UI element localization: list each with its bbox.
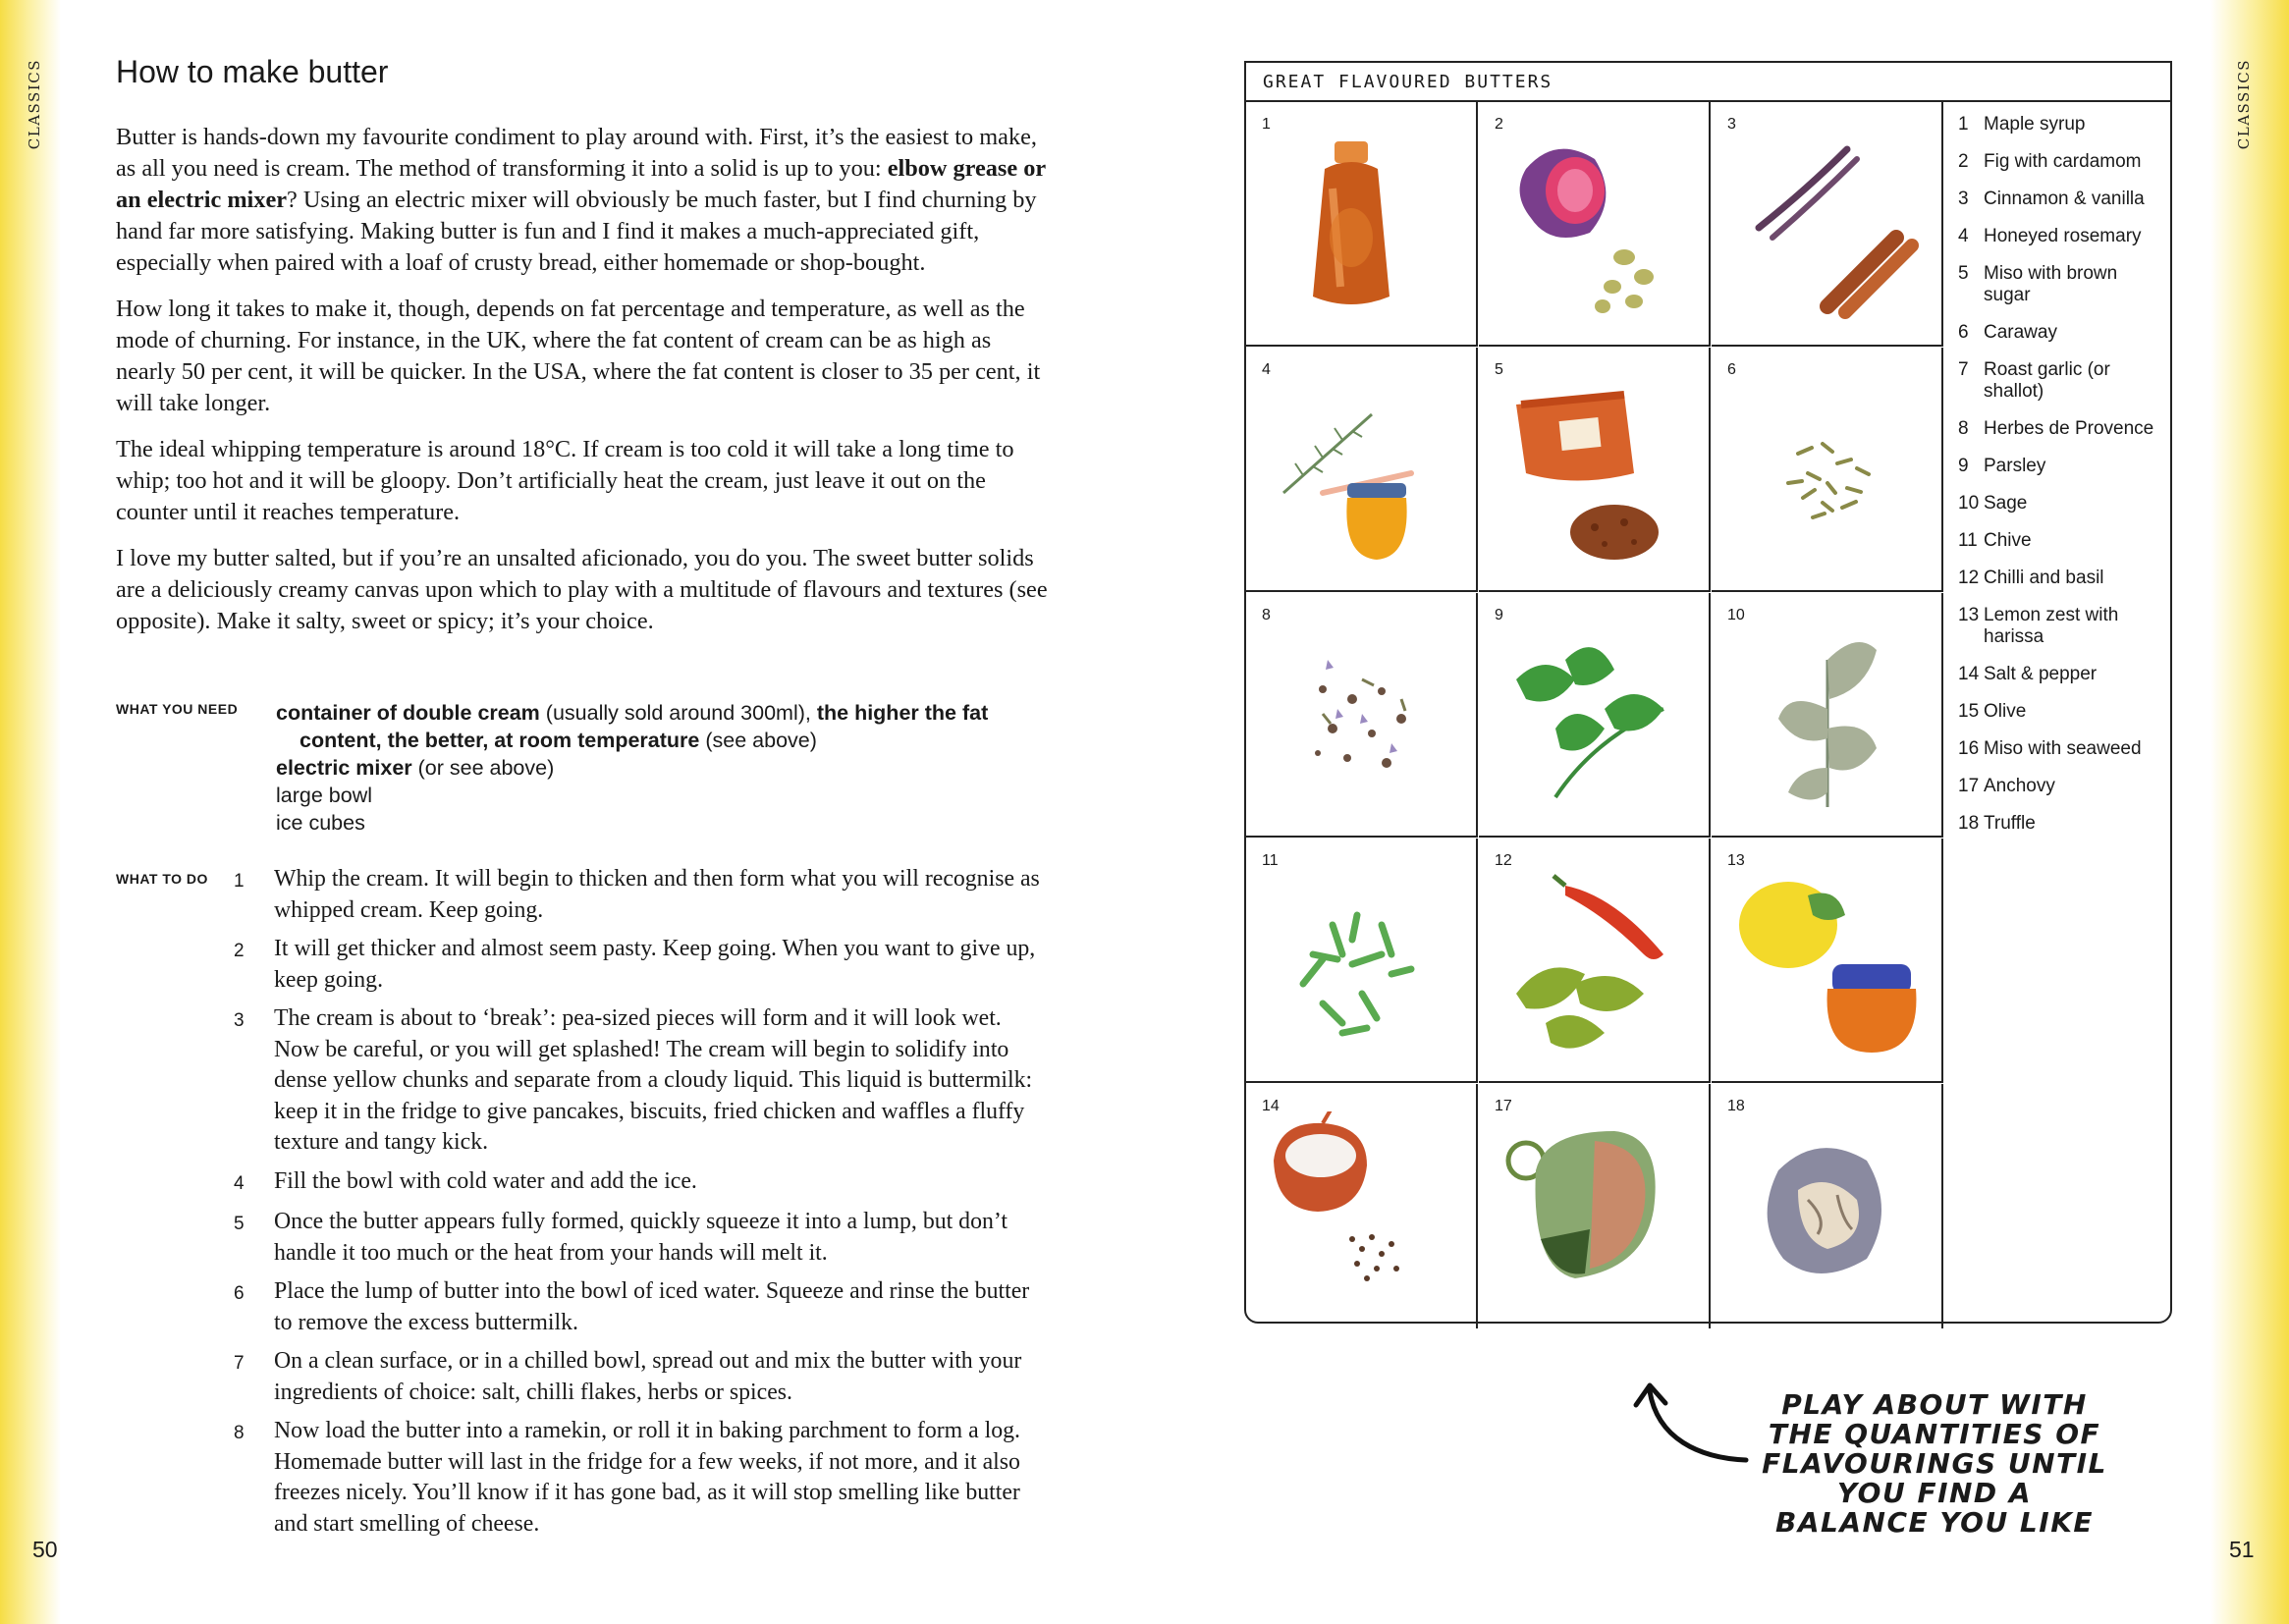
legend-number: 14 [1958,664,1980,684]
step-text: The cream is about to ‘break’: pea-sized pieces will form and it will look wet. Now be careful, or you will get splashed! The cream will begin to solidify into dense yellow chunks and separate from a cloudy liquid. This liquid is buttermilk: keep it in the fridge to give pancakes, biscuits, fried chicken and waffles a fluffy texture and tangy kick. [274,1005,1033,1155]
legend-label: Miso with brown sugar [1984,263,2118,305]
method-step [234,1003,1049,1159]
method-step [234,934,1049,996]
honey-rosemary-icon [1264,375,1460,571]
yellow-edge-right [2210,0,2289,1624]
fig-cardamom-icon [1497,130,1693,326]
method-step [234,1207,1049,1269]
cell-number: 1 [1262,116,1271,133]
herbes-de-provence-icon [1264,621,1460,817]
panel-heading: GREAT FLAVOURED BUTTERS [1246,63,2170,102]
step-number: 5 [234,1214,245,1234]
legend-number: 18 [1958,813,1980,834]
legend-label: Fig with cardamom [1984,151,2142,172]
illustration-cell [1246,839,1478,1083]
legend-number: 13 [1958,605,1980,625]
legend-label: Sage [1984,493,2028,514]
legend-label: Chilli and basil [1984,568,2104,588]
paragraph-3: The ideal whipping temperature is around 18°C. If cream is too cold it will take a long time to whip; too hot and it will be gloopy. Don’t artificially heat the cream, just leave it out on the counter until it reaches temperature. [116,436,1014,525]
cell-number: 17 [1495,1098,1512,1114]
method-step [234,864,1049,926]
legend-item [1958,568,2164,589]
miso-brown-sugar-icon [1497,375,1693,571]
legend-item [1958,226,2164,247]
step-text: Fill the bowl with cold water and add the ice. [274,1167,697,1194]
legend-item [1958,322,2164,344]
maple-syrup-bottle-icon [1264,130,1460,326]
legend-item [1958,263,2164,306]
what-to-do-label: WHAT TO DO [116,871,208,887]
legend-number: 6 [1958,322,1969,343]
method-step [234,1166,1049,1200]
legend-label: Roast garlic (or shallot) [1984,359,2110,402]
handwritten-note: PLAY ABOUT WITH THE QUANTITIES OF FLAVOURINGS UNTIL YOU FIND A BALANCE YOU LIKE [1762,1388,2107,1539]
illustration-cell [1479,102,1711,347]
illustration-cell [1479,593,1711,838]
cell-number: 18 [1727,1098,1745,1114]
legend-number: 10 [1958,493,1980,514]
legend-item [1958,664,2164,685]
step-text: Place the lump of butter into the bowl of iced water. Squeeze and rinse the butter to remove the excess buttermilk. [274,1278,1030,1335]
legend-number: 17 [1958,776,1980,796]
legend-number: 3 [1958,189,1969,209]
legend-item [1958,530,2164,552]
step-number: 3 [234,1010,245,1031]
chilli-basil-icon [1497,866,1693,1062]
cell-number: 6 [1727,361,1736,378]
step-text: Once the butter appears fully formed, quickly squeeze it into a lump, but don’t handle it too much or the heat from your hands will melt it. [274,1209,1008,1266]
intro-text [116,122,1049,652]
method-step [234,1416,1049,1540]
paragraph-2: How long it takes to make it, though, depends on fat percentage and temperature, as well as the mode of churning. For instance, in the UK, where the fat content of cream can be as high as nearly 50 per cent, it will be quicker. In the USA, where the fat content is closer to 35 per cent, it will take longer. [116,296,1041,416]
method-step [234,1346,1049,1408]
step-text: Now load the butter into a ramekin, or roll it in baking parchment to form a log. Homemade butter will last in the fridge for a few weeks, if not more, and it also freezes nicely. You’ll know if it has gone bad, as it will stop smelling like butter and start smelling of cheese. [274,1418,1020,1537]
legend-label: Honeyed rosemary [1984,226,2142,246]
ingredient-list [276,699,1062,837]
yellow-edge-left [0,0,61,1624]
curved-arrow-icon [1630,1370,1768,1478]
legend-label: Parsley [1984,456,2046,476]
illustration-cell [1246,593,1478,838]
legend-item [1958,493,2164,514]
illustration-cell [1712,593,1943,838]
legend-number: 4 [1958,226,1969,246]
page-number-right: 51 [2229,1537,2255,1562]
step-number: 1 [234,871,245,892]
ingredient-item: ice cubes [276,811,365,835]
flavour-legend [1958,114,2164,850]
illustration-cell [1246,348,1478,592]
cell-number: 10 [1727,607,1745,623]
legend-number: 7 [1958,359,1969,380]
legend-number: 9 [1958,456,1969,476]
page-title: How to make butter [116,54,389,89]
legend-number: 15 [1958,701,1980,722]
illustration-cell [1246,1084,1478,1328]
ingredient-item: large bowl [276,784,372,807]
caraway-seeds-icon [1729,375,1926,571]
legend-number: 5 [1958,263,1969,284]
paragraph-1: Butter is hands-down my favourite condiment to play around with. First, it’s the easiest to make, as all you need is cream. The method of transforming it into a solid is up to you: elbow grease or an electric mixer? Using an electric mixer will obviously be much faster, but I find churning by hand far more satisfying. Making butter is fun and I find it makes a much-appreciated gift, especially when paired with a loaf of crusty bread, either homemade or shop-bought. [116,124,1046,276]
legend-item [1958,738,2164,760]
legend-item [1958,114,2164,135]
illustration-cell [1479,1084,1711,1328]
legend-label: Herbes de Provence [1984,418,2154,439]
paragraph-4: I love my butter salted, but if you’re an unsalted aficionado, you do you. The sweet butter solids are a deliciously creamy canvas upon which to play with a multitude of flavours and textures (see opposite). Make it salty, sweet or spicy; it’s your choice. [116,545,1048,634]
legend-label: Truffle [1984,813,2036,834]
legend-item [1958,359,2164,403]
illustration-grid [1246,102,1943,1324]
illustration-cell [1712,839,1943,1083]
cell-number: 12 [1495,852,1512,869]
step-number: 2 [234,941,245,961]
legend-item [1958,189,2164,210]
legend-number: 1 [1958,114,1969,135]
cell-number: 2 [1495,116,1503,133]
method-step [234,1276,1049,1338]
what-you-need-label: WHAT YOU NEED [116,701,239,717]
step-text: On a clean surface, or in a chilled bowl, spread out and mix the butter with your ingredients of choice: salt, chilli flakes, herbs or spices. [274,1348,1022,1405]
step-number: 4 [234,1172,245,1194]
step-number: 6 [234,1283,245,1304]
anchovy-tin-icon [1497,1111,1693,1308]
ingredient-item: electric mixer (or see above) [276,756,555,780]
illustration-cell [1712,102,1943,347]
legend-label: Chive [1984,530,2032,551]
step-text: Whip the cream. It will begin to thicken and then form what you will recognise as whipped cream. Keep going. [274,866,1040,923]
illustration-cell [1712,348,1943,592]
cell-number: 14 [1262,1098,1280,1114]
cell-number: 8 [1262,607,1271,623]
section-tab-right: CLASSICS [2235,59,2253,150]
illustration-cell [1246,102,1478,347]
legend-number: 11 [1958,530,1978,551]
truffle-icon [1729,1111,1926,1308]
illustration-cell [1479,348,1711,592]
legend-label: Miso with seaweed [1984,738,2142,759]
step-number: 7 [234,1353,245,1374]
method-steps [234,864,1049,1547]
legend-label: Maple syrup [1984,114,2086,135]
legend-number: 12 [1958,568,1980,588]
legend-item [1958,776,2164,797]
legend-item [1958,701,2164,723]
section-tab-left: CLASSICS [26,59,43,150]
legend-label: Caraway [1984,322,2057,343]
legend-label: Cinnamon & vanilla [1984,189,2145,209]
legend-label: Olive [1984,701,2027,722]
cell-number: 11 [1262,852,1279,869]
legend-item [1958,418,2164,440]
illustration-cell [1712,1084,1943,1328]
cell-number: 3 [1727,116,1736,133]
illustration-cell [1479,839,1711,1083]
legend-label: Salt & pepper [1984,664,2098,684]
cell-number: 4 [1262,361,1271,378]
legend-number: 2 [1958,151,1969,172]
legend-item [1958,605,2164,648]
legend-number: 16 [1958,738,1980,759]
sage-icon [1729,621,1926,817]
cinnamon-vanilla-icon [1729,130,1926,326]
legend-item [1958,456,2164,477]
step-text: It will get thicker and almost seem pasty. Keep going. When you want to give up, keep going. [274,936,1036,993]
cell-number: 9 [1495,607,1503,623]
page-number-left: 50 [32,1537,58,1562]
legend-label: Anchovy [1984,776,2055,796]
step-number: 8 [234,1423,245,1443]
legend-item [1958,813,2164,835]
ingredient-item: container of double cream (usually sold around 300ml), the higher the fat content, the better, at room temperature (see above) [276,701,989,752]
legend-item [1958,151,2164,173]
cell-number: 13 [1727,852,1745,869]
cell-number: 5 [1495,361,1503,378]
legend-number: 8 [1958,418,1969,439]
salt-pepper-icon [1264,1111,1460,1308]
flavoured-butters-panel [1244,61,2172,1324]
lemon-harissa-icon [1729,866,1926,1062]
chive-icon [1264,866,1460,1062]
legend-label: Lemon zest with harissa [1984,605,2119,647]
parsley-icon [1497,621,1693,817]
